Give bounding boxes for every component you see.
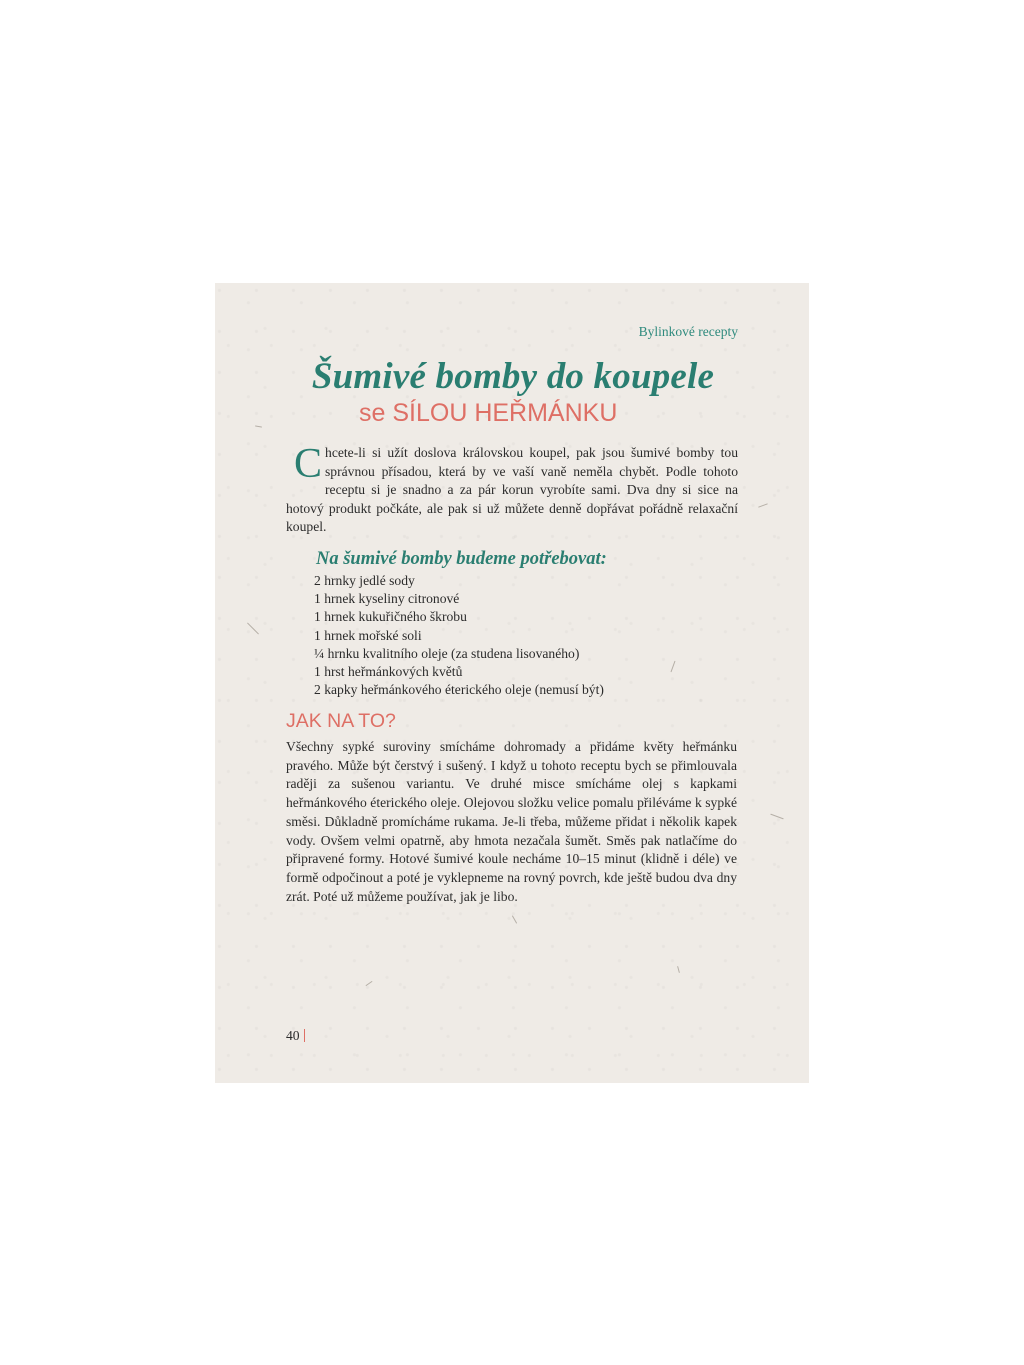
paper-fibre <box>670 661 675 673</box>
list-item: 2 kapky heřmánkového éterického oleje (nemusí být) <box>314 682 604 698</box>
howto-paragraph: Všechny sypké suroviny smícháme dohromady a přidáme květy heřmánku pravého. Může být čerstvý i sušený. I když u tohoto receptu bych se přimlouvala raději za sušenou variantu. Ve druhé misce smícháme olej s kapkami heřmánkového éterického oleje. Olejovou složku velice pomalu přiléváme k sypké směsi. Důkladně promícháme rukama. Je-li třeba, můžeme přidat i několik kapek vody. Ovšem velmi opatrně, aby hmota nezačala šumět. Směs pak natlačíme do připravené formy. Hotové šumivé koule necháme 10–15 minut (klidně i déle) ve formě odpočinout a poté je vyklepneme na rovný povrch, kde ještě budou dva dny zrát. Poté už můžeme používat, jak je libo. <box>286 739 737 904</box>
drop-cap: C <box>294 441 323 487</box>
intro-paragraph <box>286 441 738 537</box>
ingredients-list <box>314 572 604 699</box>
list-item: 1 hrst heřmánkových květů <box>314 664 463 680</box>
paper-fibre <box>758 503 768 507</box>
paper-fibre <box>255 425 262 427</box>
list-item: 1 hrnek kyseliny citronové <box>314 591 460 607</box>
list-item: 2 hrnky jedlé sody <box>314 573 415 588</box>
page-subtitle: se SÍLOU HEŘMÁNKU <box>359 399 618 427</box>
page-number <box>286 1028 305 1044</box>
paper-fibre <box>677 966 680 973</box>
page-title: Šumivé bomby do koupele <box>311 356 715 397</box>
ingredients-heading: Na šumivé bomby budeme potřebovat: <box>316 549 607 569</box>
intro-text: hcete-li si užít doslova královskou koupel, pak jsou šumivé bomby tou správnou přísadou, která by ve vaší vaně neměla chybět. Podle tohoto receptu si je snadno a za pár korun vyrobíte sami. Dva dny si sice na hotový produkt počkáte, ale pak si už můžete denně dopřávat pořádně relaxační koupel. <box>286 445 738 534</box>
paper-fibre <box>365 981 372 986</box>
book-page <box>215 283 809 1083</box>
running-head: Bylinkové recepty <box>638 324 738 339</box>
page-number-text: 40 <box>286 1028 300 1043</box>
paper-fibre <box>512 915 517 923</box>
paper-fibre <box>247 622 259 634</box>
list-item: 1 hrnek mořské soli <box>314 627 422 643</box>
list-item: ¼ hrnku kvalitního oleje (za studena lisovaného) <box>314 645 580 661</box>
paper-fibre <box>770 814 783 820</box>
list-item: 1 hrnek kukuřičného škrobu <box>314 609 467 625</box>
page-number-divider <box>304 1029 305 1042</box>
howto-heading: JAK NA TO? <box>286 710 396 732</box>
